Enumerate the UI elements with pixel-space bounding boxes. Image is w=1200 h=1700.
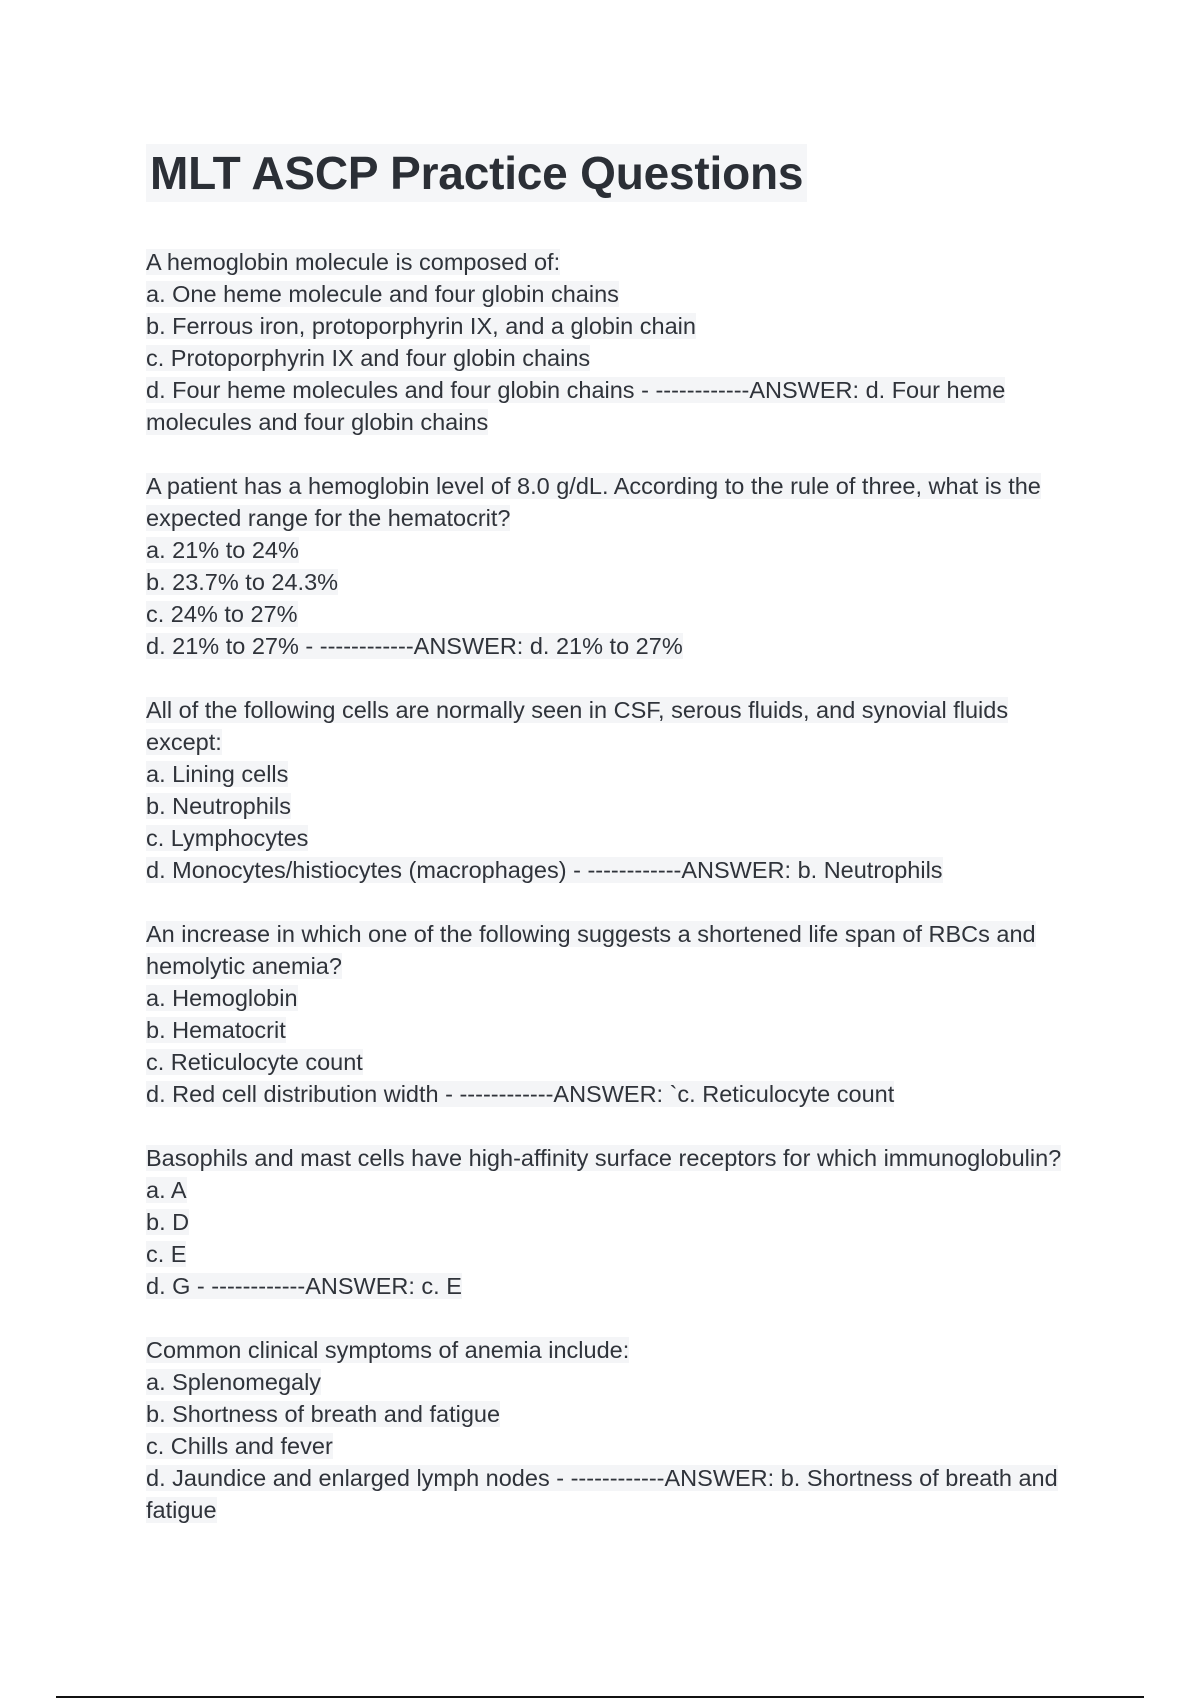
- question-option: a. Splenomegaly: [146, 1369, 322, 1395]
- question-answer-line: [146, 630, 1066, 662]
- question-answer-line: [146, 374, 1066, 438]
- question-answer-line: [146, 854, 1066, 886]
- question-option: a. One heme molecule and four globin chains: [146, 281, 619, 307]
- question-answer: ------------ANSWER: b. Shortness of breath and fatigue: [146, 1465, 1058, 1523]
- question-answer: ------------ANSWER: d. 21% to 27%: [319, 633, 683, 659]
- question-stem: Common clinical symptoms of anemia include:: [146, 1337, 630, 1363]
- question-answer: ------------ANSWER: c. E: [211, 1273, 462, 1299]
- question-item: [146, 694, 1066, 886]
- question-last-option: d. G -: [146, 1273, 212, 1299]
- question-option: b. 23.7% to 24.3%: [146, 569, 339, 595]
- question-option: c. Chills and fever: [146, 1433, 333, 1459]
- question-last-option: d. 21% to 27% -: [146, 633, 320, 659]
- question-item: [146, 1142, 1066, 1302]
- question-last-option: d. Four heme molecules and four globin chains -: [146, 377, 656, 403]
- question-item: [146, 246, 1066, 438]
- question-item: [146, 470, 1066, 662]
- question-answer: ------------ANSWER: `c. Reticulocyte count: [459, 1081, 895, 1107]
- question-option: c. E: [146, 1241, 187, 1267]
- question-option: a. Hemoglobin: [146, 985, 298, 1011]
- footer-divider: [56, 1696, 1144, 1698]
- question-option: c. Protoporphyrin IX and four globin chains: [146, 345, 591, 371]
- question-option: c. Reticulocyte count: [146, 1049, 363, 1075]
- question-option: b. D: [146, 1209, 190, 1235]
- question-stem: A patient has a hemoglobin level of 8.0 g/dL. According to the rule of three, what is the expected range for the hematocrit?: [146, 473, 1041, 531]
- question-answer: ------------ANSWER: b. Neutrophils: [587, 857, 943, 883]
- question-option: a. A: [146, 1177, 187, 1203]
- question-item: [146, 1334, 1066, 1526]
- question-option: a. Lining cells: [146, 761, 289, 787]
- question-list: [146, 246, 1066, 1558]
- question-answer: ------------ANSWER: d. Four heme molecules and four globin chains: [146, 377, 1006, 435]
- question-stem: Basophils and mast cells have high-affinity surface receptors for which immunoglobulin?: [146, 1145, 1062, 1171]
- question-answer-line: [146, 1462, 1066, 1526]
- question-option: c. Lymphocytes: [146, 825, 309, 851]
- question-option: b. Neutrophils: [146, 793, 291, 819]
- question-option: b. Ferrous iron, protoporphyrin IX, and a globin chain: [146, 313, 696, 339]
- question-option: c. 24% to 27%: [146, 601, 298, 627]
- page-title: MLT ASCP Practice Questions: [146, 144, 807, 202]
- question-last-option: d. Monocytes/histiocytes (macrophages) -: [146, 857, 588, 883]
- question-answer-line: [146, 1078, 1066, 1110]
- question-option: a. 21% to 24%: [146, 537, 299, 563]
- question-stem: A hemoglobin molecule is composed of:: [146, 249, 561, 275]
- question-stem: All of the following cells are normally seen in CSF, serous fluids, and synovial fluids except:: [146, 697, 1009, 755]
- question-last-option: d. Jaundice and enlarged lymph nodes -: [146, 1465, 571, 1491]
- question-stem: An increase in which one of the following suggests a shortened life span of RBCs and hemolytic anemia?: [146, 921, 1036, 979]
- question-answer-line: [146, 1270, 1066, 1302]
- question-last-option: d. Red cell distribution width -: [146, 1081, 460, 1107]
- question-option: b. Hematocrit: [146, 1017, 286, 1043]
- question-item: [146, 918, 1066, 1110]
- question-option: b. Shortness of breath and fatigue: [146, 1401, 501, 1427]
